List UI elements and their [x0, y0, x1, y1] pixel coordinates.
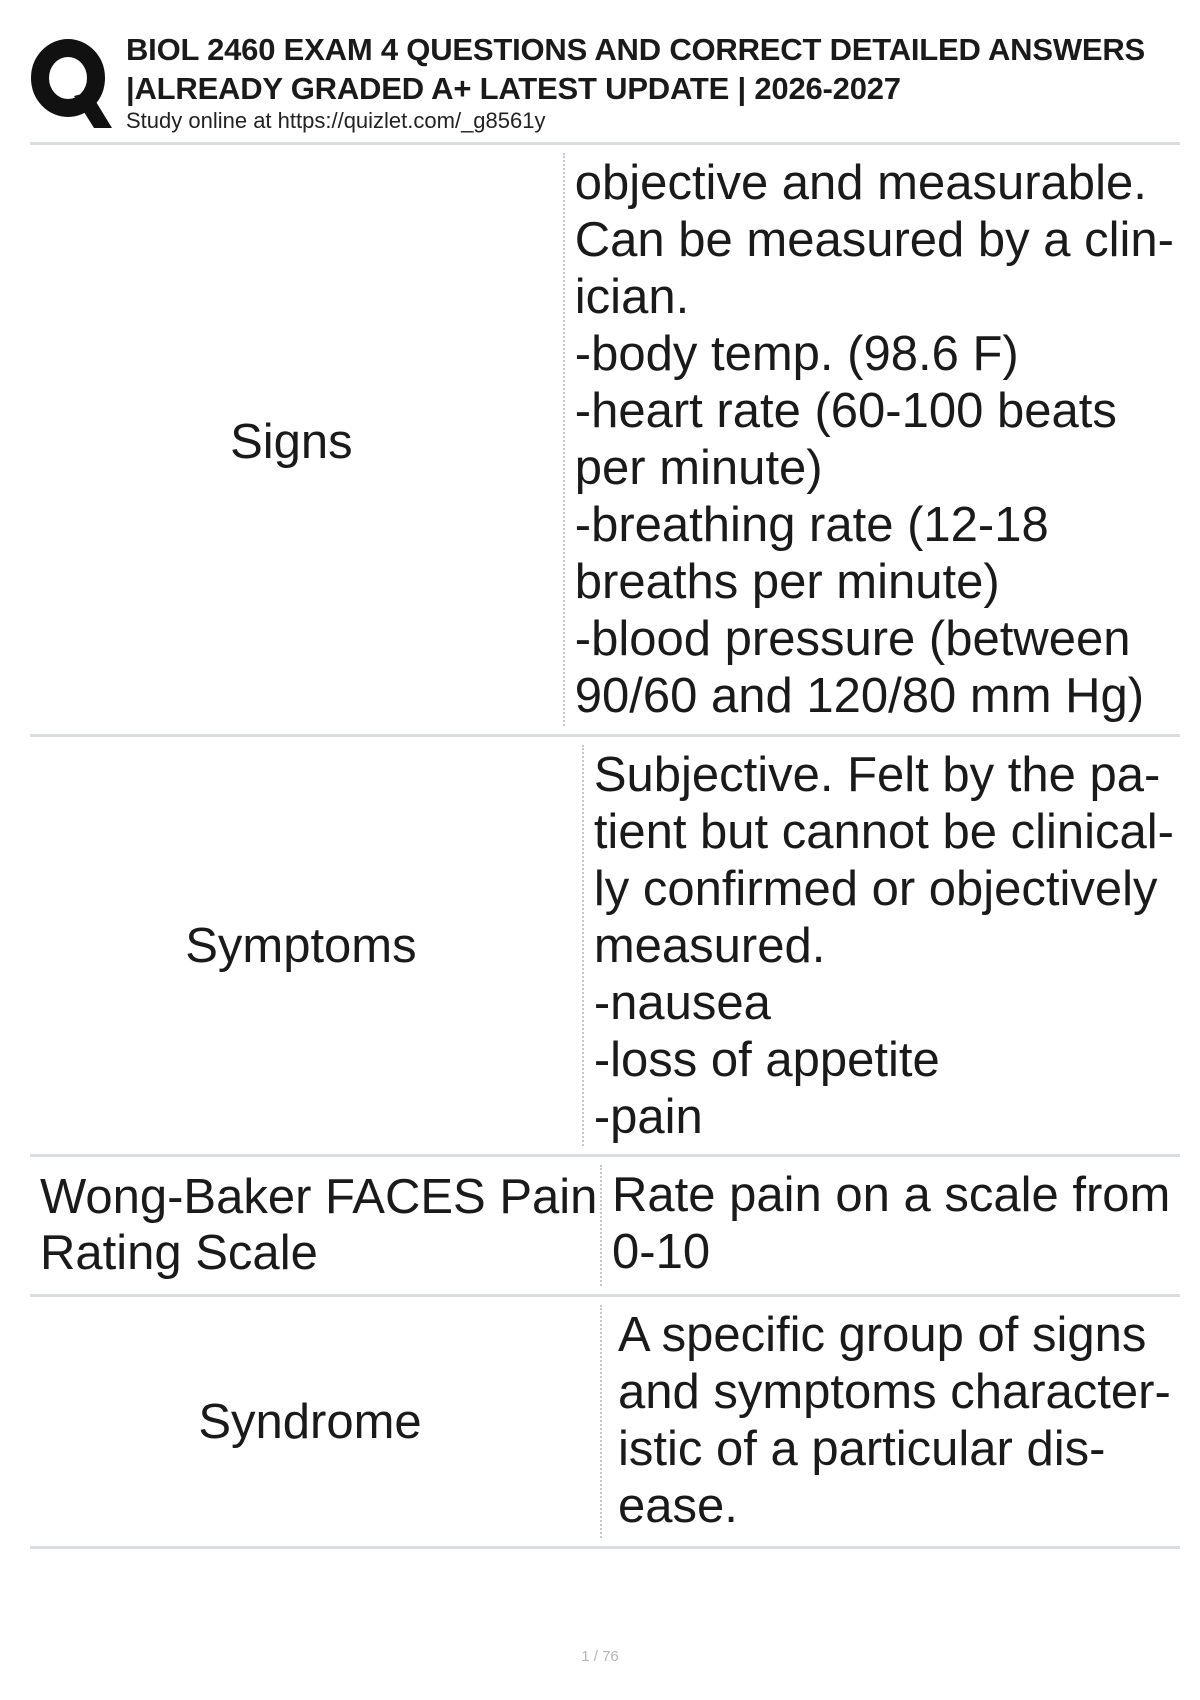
card-term: [30, 737, 582, 1154]
term-text: Symptoms: [185, 918, 417, 973]
definition-line: -breathing rate (12-18: [574, 498, 1049, 552]
definition-line: A specific group of signs: [618, 1308, 1147, 1362]
definition-line: -pain: [593, 1090, 703, 1144]
study-online-link[interactable]: Study online at https://quizlet.com/_g8561y: [126, 108, 546, 133]
card-term: [30, 1297, 600, 1546]
definition-line: istic of a particular dis-: [618, 1422, 1106, 1476]
definition-line: tient but cannot be clinical-: [593, 805, 1174, 859]
definition-line: ly confirmed or objectively: [593, 862, 1158, 916]
definition-line: Can be measured by a clin-: [574, 213, 1174, 267]
definition-line: Rate pain on a scale from: [612, 1168, 1171, 1222]
document-title: [126, 30, 1145, 108]
term-text-line: Rating Scale: [40, 1226, 318, 1280]
page-header: [30, 28, 1180, 143]
card-definition: [602, 1157, 1180, 1294]
definition-line: 0-10: [612, 1225, 711, 1279]
quizlet-q-logo-icon: [30, 34, 112, 132]
definition-line: -loss of appetite: [593, 1033, 940, 1087]
title-line-1: BIOL 2460 EXAM 4 QUESTIONS AND CORRECT DETAILED ANSWERS: [126, 32, 1146, 67]
definition-line: -body temp. (98.6 F): [574, 327, 1019, 381]
page-indicator: 1 / 76: [581, 1648, 619, 1665]
flashcard-signs: [30, 145, 1180, 737]
definition-line: 90/60 and 120/80 mm Hg): [574, 669, 1145, 723]
flashcard-syndrome: [30, 1297, 1180, 1549]
definition-line: measured.: [593, 919, 826, 973]
flashcard-wong-baker: [30, 1157, 1180, 1297]
term-text: Syndrome: [198, 1394, 422, 1449]
card-term: [30, 145, 563, 734]
definition-line: and symptoms character-: [618, 1365, 1171, 1419]
flashcard-symptoms: [30, 737, 1180, 1157]
definition-line: -blood pressure (between: [574, 612, 1131, 666]
definition-line: ease.: [618, 1479, 738, 1533]
definition-line: ician.: [574, 270, 690, 324]
card-term: [30, 1157, 600, 1294]
definition-line: Subjective. Felt by the pa-: [593, 748, 1161, 802]
card-definition: [602, 1297, 1180, 1546]
definition-line: -nausea: [593, 976, 771, 1030]
card-definition: [565, 145, 1180, 734]
term-text-line: Wong-Baker FACES Pain: [40, 1170, 598, 1224]
title-line-2: |ALREADY GRADED A+ LATEST UPDATE | 2026-2027: [126, 71, 901, 106]
card-definition: [584, 737, 1180, 1154]
definition-line: per minute): [574, 441, 823, 495]
flashcard-list: [30, 145, 1180, 1549]
definition-line: objective and measurable.: [574, 156, 1147, 210]
definition-line: breaths per minute): [574, 555, 1000, 609]
term-text: Signs: [230, 414, 353, 469]
definition-line: -heart rate (60-100 beats: [574, 384, 1117, 438]
